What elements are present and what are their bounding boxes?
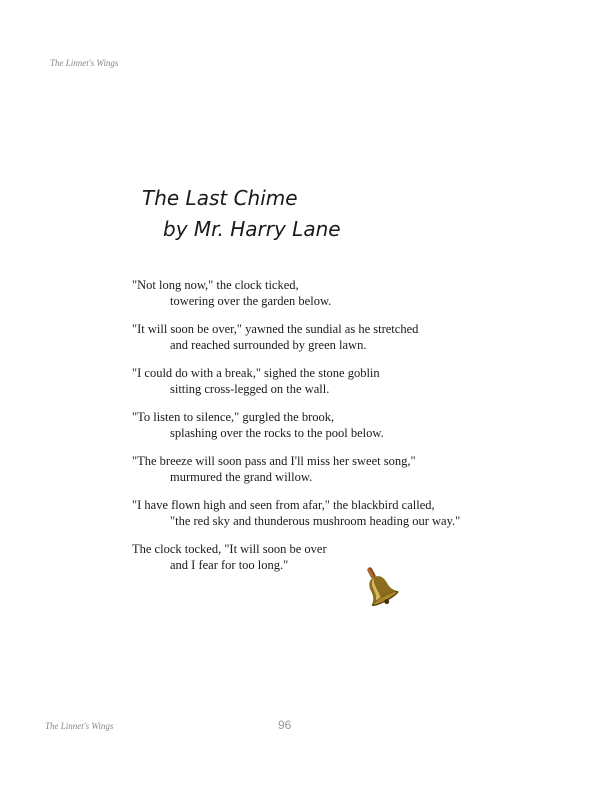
poem-title	[142, 183, 341, 245]
stanza	[132, 454, 460, 485]
stanza	[132, 278, 460, 309]
stanza	[132, 366, 460, 397]
stanza-line: "I have flown high and seen from afar," the blackbird called,	[132, 498, 435, 512]
stanza	[132, 498, 460, 529]
stanza-line: The clock tocked, "It will soon be over	[132, 542, 327, 556]
byline: by Mr. Harry Lane	[163, 217, 341, 241]
stanza-line: "I could do with a break," sighed the stone goblin	[132, 366, 380, 380]
running-footer: The Linnet's Wings	[45, 721, 114, 731]
stanza-line: "To listen to silence," gurgled the brook,	[132, 410, 335, 424]
stanza-line-indented: towering over the garden below.	[170, 293, 332, 308]
stanza	[132, 410, 460, 441]
bell-icon	[358, 563, 400, 609]
stanza-line-indented: and reached surrounded by green lawn.	[170, 337, 367, 352]
stanza	[132, 322, 460, 353]
page-number: 96	[278, 718, 292, 732]
stanza-line-indented: and I fear for too long."	[170, 557, 289, 572]
stanza-line: "Not long now," the clock ticked,	[132, 278, 299, 292]
title-line: The Last Chime	[142, 186, 298, 210]
stanza-line-indented: murmured the grand willow.	[170, 469, 313, 484]
stanza	[132, 542, 460, 573]
stanza-line-indented: sitting cross-legged on the wall.	[170, 381, 330, 396]
stanza-line: "It will soon be over," yawned the sundial as he stretched	[132, 322, 419, 336]
stanza-line-indented: splashing over the rocks to the pool below.	[170, 425, 384, 440]
poem-body	[132, 278, 460, 586]
stanza-line: "The breeze will soon pass and I'll miss her sweet song,"	[132, 454, 416, 468]
stanza-line-indented: "the red sky and thunderous mushroom heading our way."	[170, 513, 461, 528]
running-header: The Linnet's Wings	[50, 58, 119, 68]
